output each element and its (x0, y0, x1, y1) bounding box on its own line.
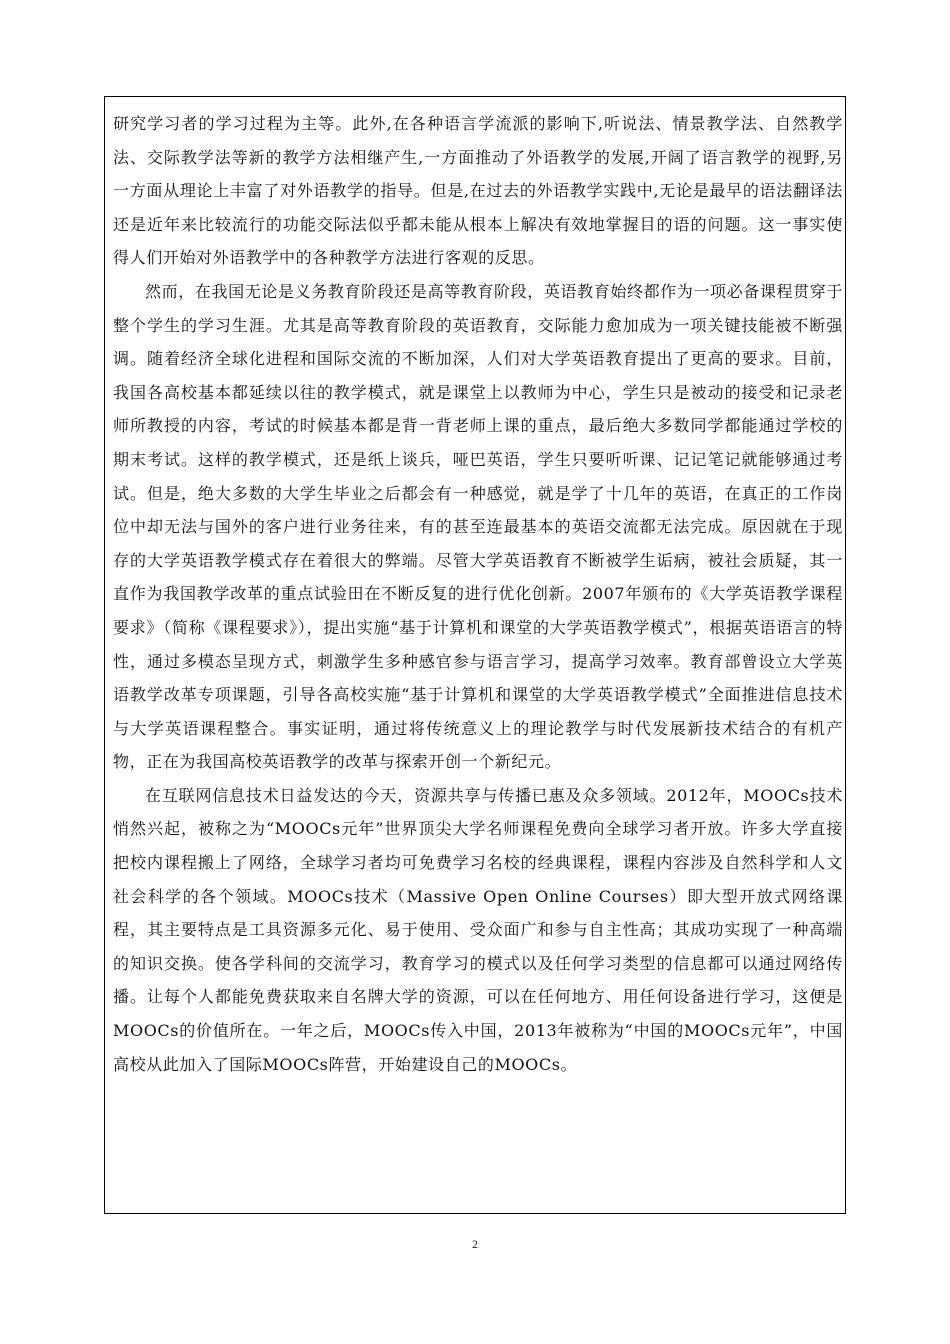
paragraph-continuation: 研究学习者的学习过程为主等。此外,在各种语言学流派的影响下,听说法、情景教学法、自然教学法、交际教学法等新的教学方法相继产生,一方面推动了外语教学的发展,开阔了语言教学的视野,另一方面从理论上丰富了对外语教学的指导。但是,在过去的外语教学实践中,无论是最早的语法翻译法还是近年来比较流行的功能交际法似乎都未能从根本上解决有效地掌握目的语的问题。这一事实使得人们开始对外语教学中的各种教学方法进行客观的反思。 (113, 114, 843, 268)
document-body (113, 107, 843, 1081)
paragraph-moocs: 在互联网信息技术日益发达的今天，资源共享与传播已惠及众多领域。2012年，MOOCs技术悄然兴起，被称之为“MOOCs元年”世界顶尖大学名师课程免费向全球学习者开放。许多大学直接把校内课程搬上了网络，全球学习者均可免费学习名校的经典课程，课程内容涉及自然科学和人文社会科学的各个领域。MOOCs技术（Massive Open Online Courses）即大型开放式网络课程，其主要特点是工具资源多元化、易于使用、受众面广和参与自主性高；其成功实现了一种高端的知识交换。使各学科间的交流学习，教育学习的模式以及任何学习类型的信息都可以通过网络传播。让每个人都能免费获取来自名牌大学的资源，可以在任何地方、用任何设备进行学习，这便是MOOCs的价值所在。一年之后，MOOCs传入中国，2013年被称为“中国的MOOCs元年”，中国高校从此加入了国际MOOCs阵营，开始建设自己的MOOCs。 (113, 785, 843, 1074)
page-number: 2 (472, 1237, 478, 1251)
paragraph-english-education: 然而，在我国无论是义务教育阶段还是高等教育阶段，英语教育始终都作为一项必备课程贯穿于整个学生的学习生涯。尤其是高等教育阶段的英语教育，交际能力愈加成为一项关键技能被不断强调。随着经济全球化进程和国际交流的不断加深，人们对大学英语教育提出了更高的要求。目前，我国各高校基本都延续以往的教学模式，就是课堂上以教师为中心，学生只是被动的接受和记录老师所教授的内容，考试的时候基本都是背一背老师上课的重点，最后绝大多数同学都能通过学校的期末考试。这样的教学模式，还是纸上谈兵，哑巴英语，学生只要听听课、记记笔记就能够通过考试。但是，绝大多数的大学生毕业之后都会有一种感觉，就是学了十几年的英语，在真正的工作岗位中却无法与国外的客户进行业务往来，有的甚至连最基本的英语交流都无法完成。原因就在于现存的大学英语教学模式存在着很大的弊端。尽管大学英语教育不断被学生诟病，被社会质疑，其一直作为我国教学改革的重点试验田在不断反复的进行优化创新。2007年颁布的《大学英语教学课程要求》（简称《课程要求》），提出实施“基于计算机和课堂的大学英语教学模式”，根据英语语言的特性，通过多模态呈现方式，刺激学生多种感官参与语言学习，提高学习效率。教育部曾设立大学英语教学改革专项课题，引导各高校实施“基于计算机和课堂的大学英语教学模式”全面推进信息技术与大学英语课程整合。事实证明，通过将传统意义上的理论教学与时代发展新技术结合的有机产物，正在为我国高校英语教学的改革与探索开创一个新纪元。 (113, 281, 843, 772)
